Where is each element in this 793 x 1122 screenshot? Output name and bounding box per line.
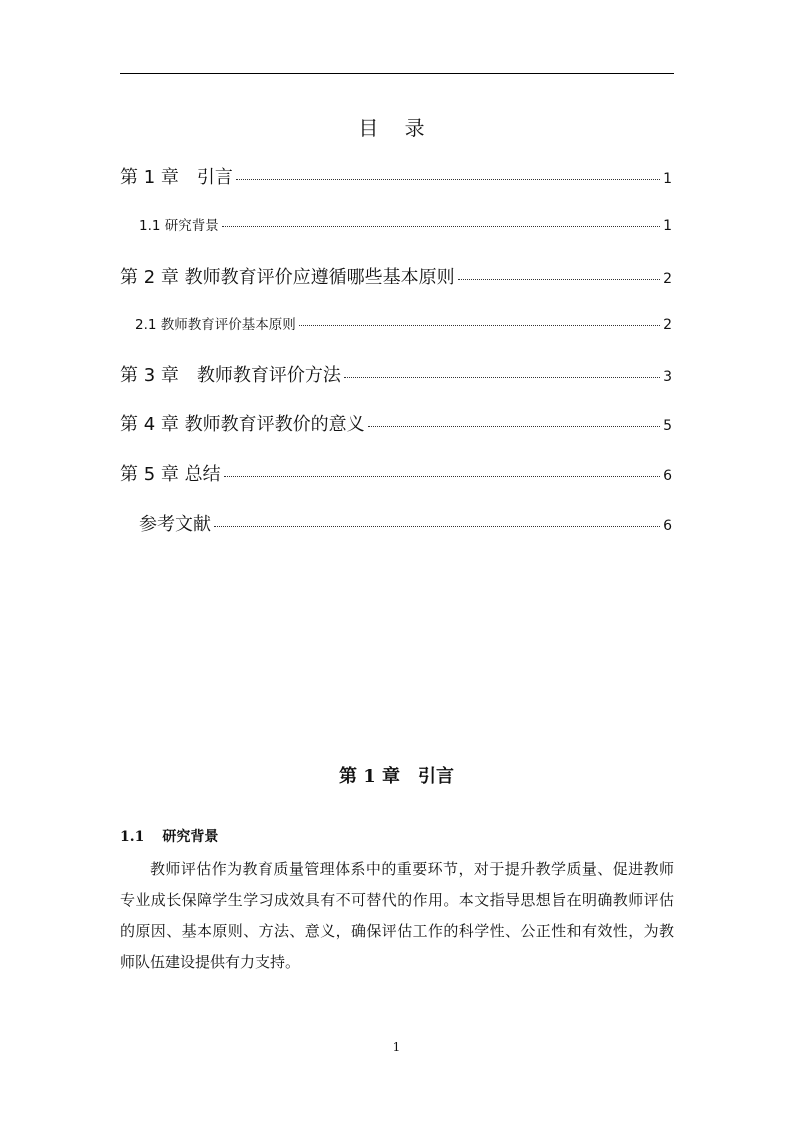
- body-paragraph: 教师评估作为教育质量管理体系中的重要环节，对于提升教学质量、促进教师专业成长保障学生学习成效具有不可替代的作用。本文指导思想旨在明确教师评估的原因、基本原则、方法、意义，确保评估工作的科学性、公正性和有效性，为教师队伍建设提供有力支持。: [120, 860, 674, 971]
- toc-leader-dots: [299, 324, 660, 326]
- toc-entry-page: 1: [663, 218, 672, 234]
- toc-entry-label: 第 2 章 教师教育评价应遵循哪些基本原则: [120, 267, 455, 288]
- toc-leader-dots: [224, 475, 660, 477]
- section-title: 研究背景: [162, 829, 219, 845]
- toc-entry-label: 参考文献: [139, 514, 211, 535]
- toc-entry-page: 1: [663, 171, 672, 187]
- section-number: 1.1: [120, 829, 145, 845]
- toc-entry[interactable]: [120, 163, 672, 189]
- toc-entry[interactable]: [139, 214, 672, 234]
- toc-title: 目 录: [358, 116, 435, 140]
- toc-entry-page: 2: [663, 271, 672, 287]
- toc-entry[interactable]: [135, 313, 672, 333]
- toc-entry[interactable]: [120, 361, 672, 387]
- chapter-heading: 第 1 章 引言: [338, 766, 455, 787]
- toc-entry-page: 6: [663, 468, 672, 484]
- toc-entry-label: 2.1 教师教育评价基本原则: [135, 317, 296, 333]
- footer-page-number: 1: [392, 1040, 401, 1054]
- toc-leader-dots: [236, 178, 660, 180]
- toc-entry-label: 第 3 章 教师教育评价方法: [120, 365, 341, 386]
- toc-leader-dots: [222, 225, 660, 227]
- toc-leader-dots: [458, 278, 660, 280]
- toc-entry-label: 1.1 研究背景: [139, 218, 219, 234]
- toc-entry-page: 5: [663, 418, 672, 434]
- header-rule: [120, 73, 674, 74]
- toc-entry-page: 6: [663, 518, 672, 534]
- toc-entry-page: 2: [663, 317, 672, 333]
- toc-entry[interactable]: [120, 410, 672, 436]
- toc-entry-label: 第 4 章 教师教育评教价的意义: [120, 414, 365, 435]
- section-heading: [120, 826, 218, 846]
- toc-entry[interactable]: [139, 510, 672, 536]
- toc-entry[interactable]: [120, 460, 672, 486]
- toc-leader-dots: [214, 525, 660, 527]
- toc-entry-page: 3: [663, 369, 672, 385]
- toc-leader-dots: [344, 376, 660, 378]
- toc-entry-label: 第 5 章 总结: [120, 464, 221, 485]
- toc-entry-label: 第 1 章 引言: [120, 167, 233, 188]
- toc-leader-dots: [368, 425, 660, 427]
- toc-entry[interactable]: [120, 263, 672, 289]
